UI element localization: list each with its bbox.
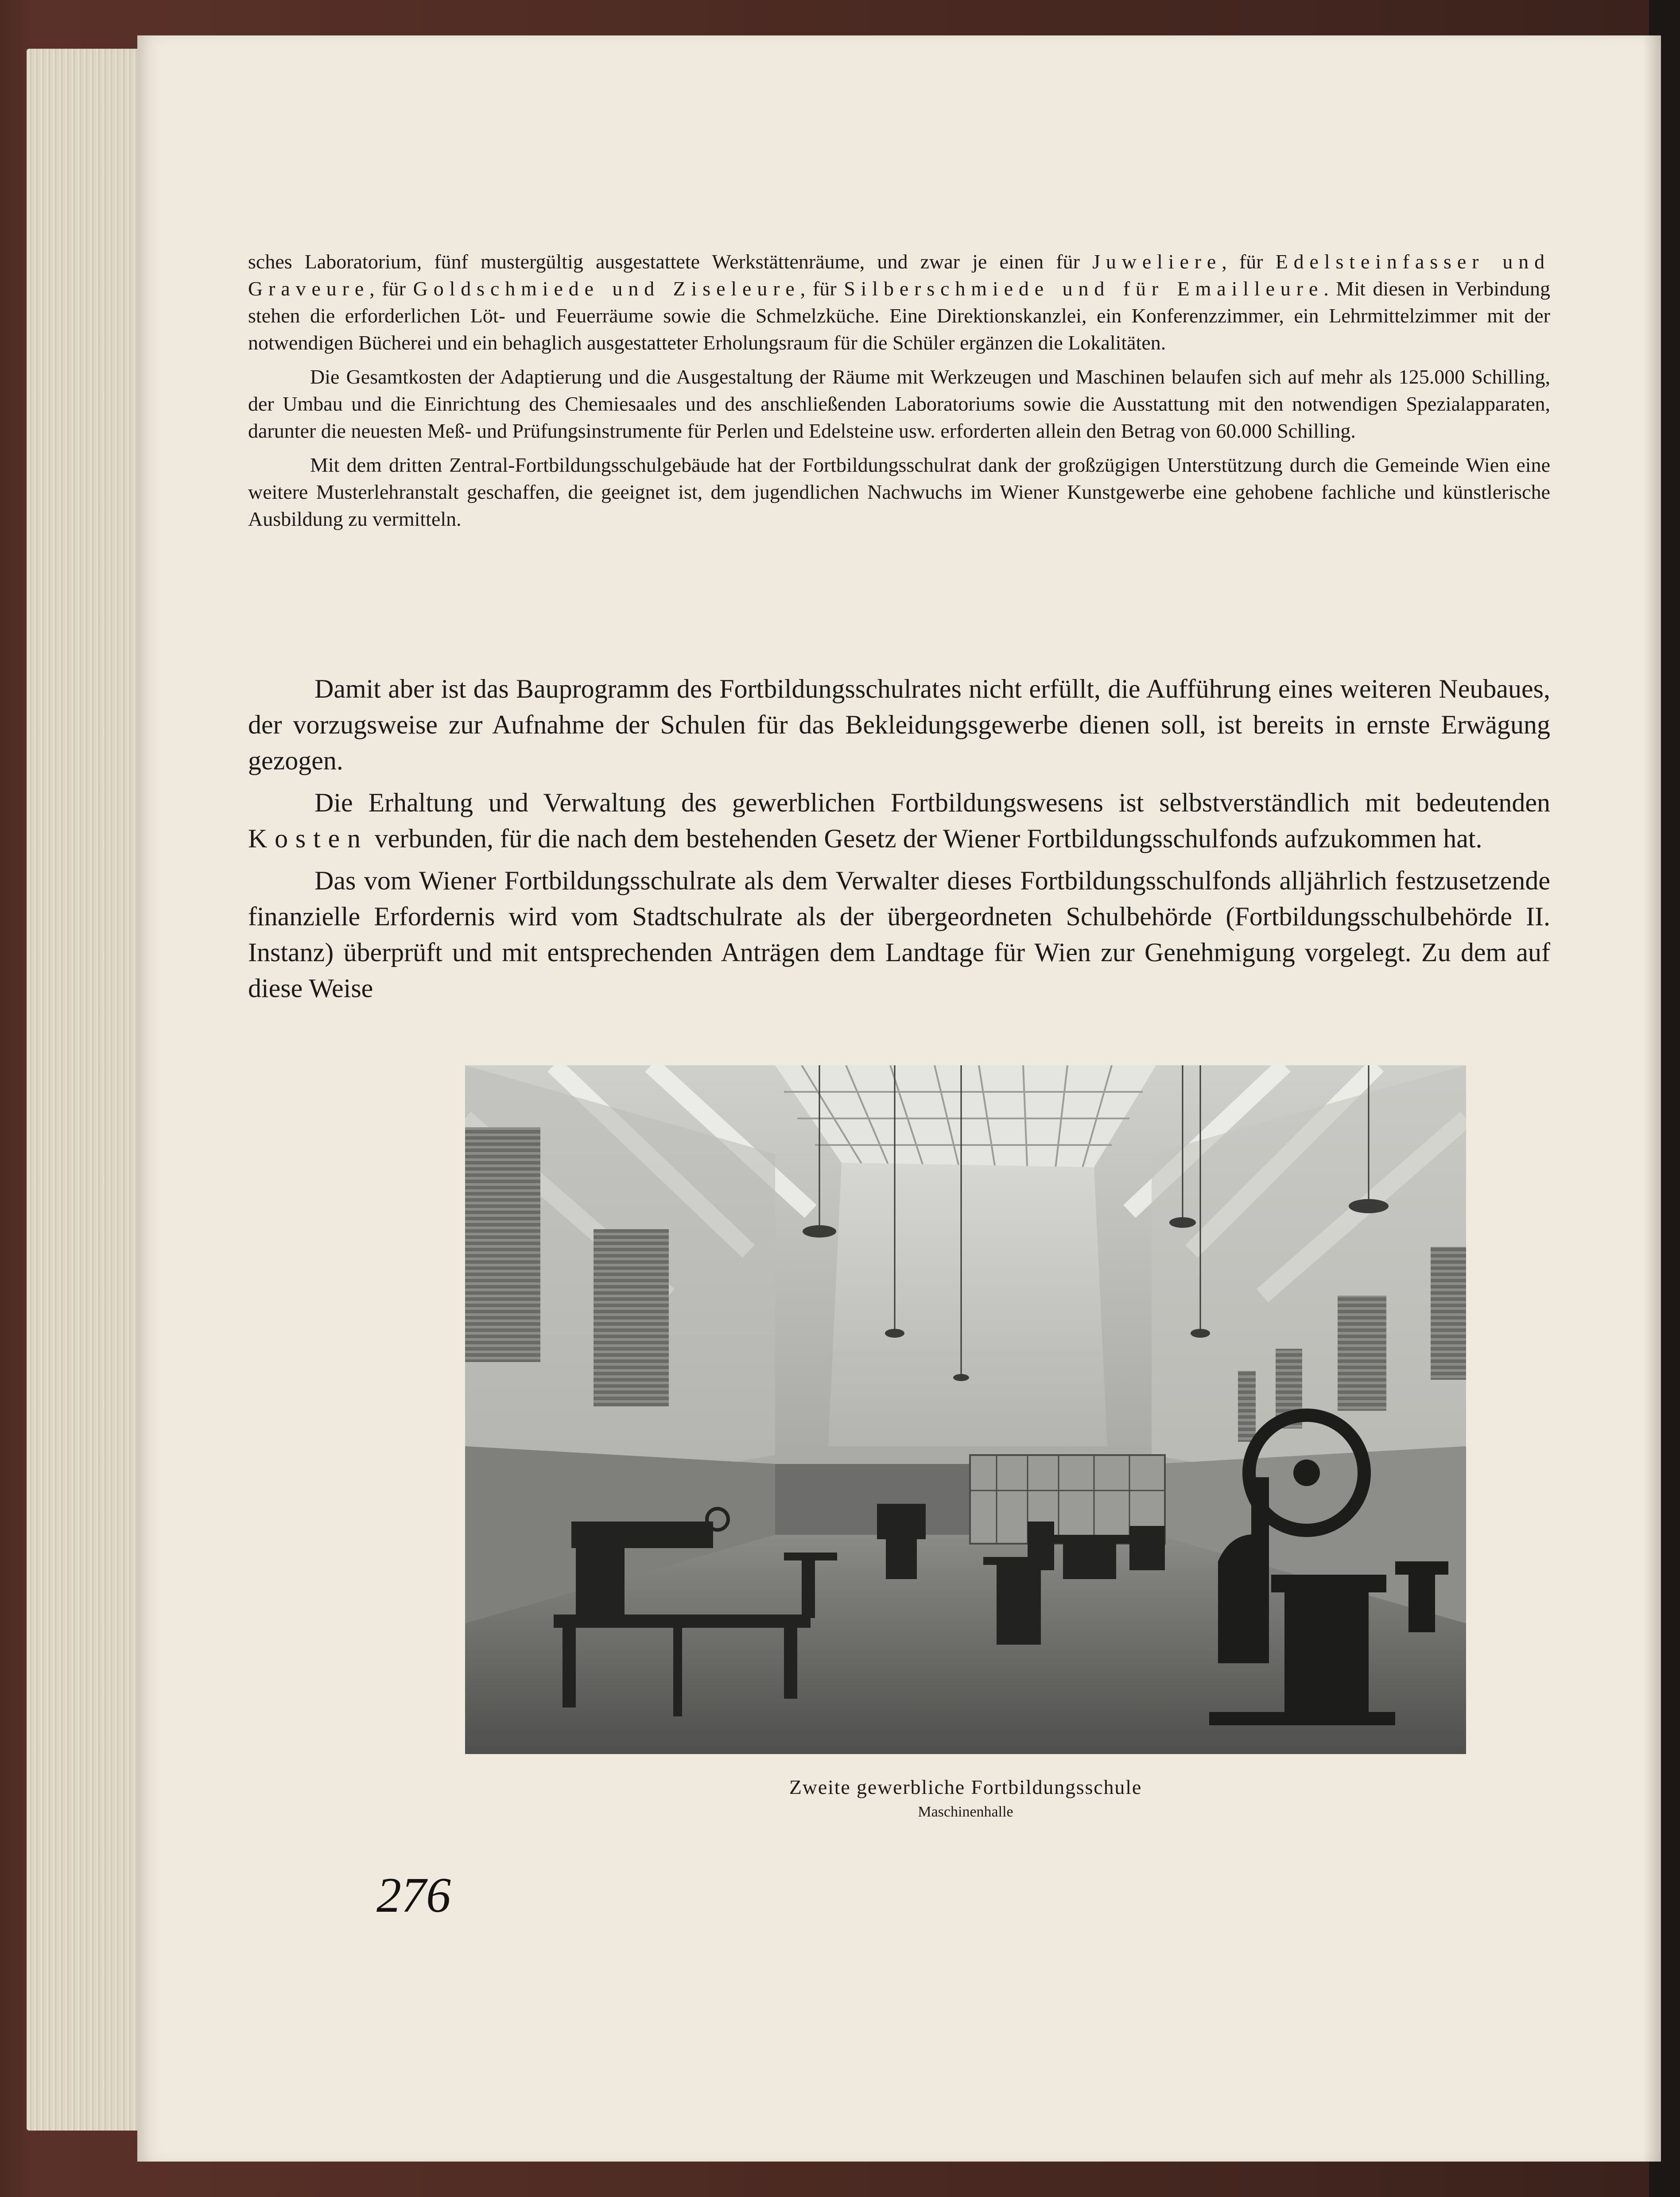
workshop-hall-photograph bbox=[465, 1065, 1466, 1754]
text-run: , für bbox=[1222, 250, 1276, 273]
page-stack-edge bbox=[27, 49, 142, 2131]
spaced-text: Goldschmiede und Ziseleure bbox=[413, 277, 800, 300]
spaced-text: Juweliere bbox=[1092, 250, 1222, 273]
text-run: , für bbox=[800, 277, 844, 300]
text-run: , für bbox=[369, 277, 413, 300]
small-text-section bbox=[248, 248, 1550, 532]
spaced-text: Silberschmiede und für Emailleure bbox=[844, 277, 1324, 300]
text-run: Die Erhaltung und Verwaltung des gewerblichen Fortbildungswesens ist selbstverständlich mit bedeutenden bbox=[314, 788, 1550, 817]
paragraph-costs: Die Gesamtkosten der Adaptierung und die Ausgestaltung der Räume mit Werkzeugen und Maschinen belaufen sich auf mehr als 125.000 Schilling, der Umbau und die Einrichtung des Chemiesaales und des anschließenden Laboratoriums sowie die Ausstattung mit den notwendigen Spezialapparaten, darunter die neuesten Meß- und Prüfungsinstrumente für Perlen und Edelsteine usw. erforderten allein den Betrag von 60.000 Schilling. bbox=[248, 365, 1550, 442]
paragraph-maintenance bbox=[248, 785, 1550, 857]
page-number: 276 bbox=[376, 1868, 451, 1923]
figure-caption: Zweite gewerbliche Fortbildungsschule bbox=[789, 1776, 1142, 1798]
spaced-text: Edelsteinfasser und Graveure bbox=[248, 250, 1551, 300]
paragraph-requirements: Das vom Wiener Fortbildungsschulrate als dem Verwalter dieses Fortbildungsschulfonds alljährlich festzusetzende finanzielle Erfordernis wird vom Stadtschulrate als der übergeordneten Schulbehörde (Fortbildungsschulbehörde II. Instanz) überprüft und mit entsprechenden Anträgen dem Landtage für Wien zur Genehmigung vorgelegt. Zu dem auf diese Weise bbox=[248, 866, 1550, 1003]
spaced-text: Kosten bbox=[248, 824, 368, 853]
text-run: sches Laboratorium, fünf mustergültig ausgestattete Werkstättenräume, und zwar je einen für bbox=[248, 250, 1093, 273]
paragraph-laboratory bbox=[248, 248, 1550, 356]
text-run: verbunden, für die nach dem bestehenden Gesetz der Wiener Fortbildungsschulfonds aufzukommen hat. bbox=[368, 824, 1482, 853]
text-run: . Mit diesen in Verbindung stehen die erforderlichen Löt- und Feuerräume sowie die Schmelzküche. Eine Direktionskanzlei, ein Konferenzzimmer, ein Lehrmittelzimmer mit der notwendigen Bücherei und ein behaglich ausgestatteter Erholungsraum für die Schüler ergänzen die Lokalitäten. bbox=[248, 277, 1550, 354]
figure-subcaption: Maschinenhalle bbox=[918, 1804, 1013, 1820]
large-text-section bbox=[248, 671, 1550, 1013]
paragraph-third-building: Mit dem dritten Zentral-Fortbildungsschulgebäude hat der Fortbildungsschulrat dank der großzügigen Unterstützung durch die Gemeinde Wien eine weitere Musterlehranstalt geschaffen, die geeignet ist, dem jugendlichen Nachwuchs im Wiener Kunstgewerbe eine gehobene fachliche und künstlerische Ausbildung zu vermitteln. bbox=[248, 454, 1550, 530]
paragraph-building-program: Damit aber ist das Bauprogramm des Fortbildungsschulrates nicht erfüllt, die Aufführung eines weiteren Neubaues, der vorzugsweise zur Aufnahme der Schulen für das Bekleidungsgewerbe dienen soll, ist bereits in ernste Erwägung gezogen. bbox=[248, 674, 1550, 775]
